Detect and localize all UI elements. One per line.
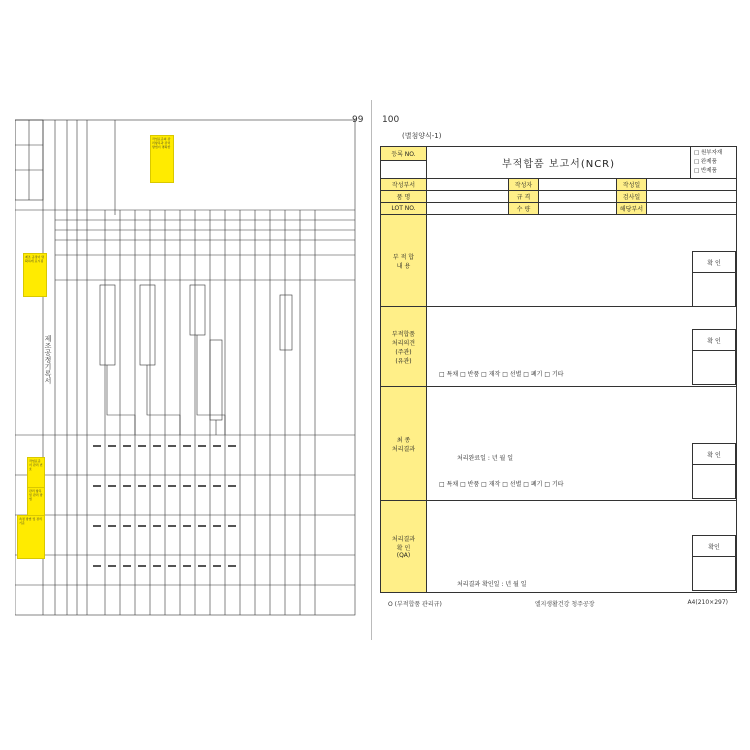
annotation-note-5: 측정 방법 및 관리 기준 (17, 515, 45, 559)
distribution-list (691, 147, 737, 179)
section3-label: 최 종 처리결과 (381, 387, 427, 501)
distribution-item-2[interactable]: □ 반제품 (694, 168, 717, 174)
item-value[interactable] (427, 191, 509, 203)
doc-no-value[interactable] (381, 161, 427, 179)
resp-dept-label: 해당부서 (617, 203, 647, 215)
annotation-note-2: 제조 공정이 명확하게 표시됨 (23, 253, 47, 297)
resp-dept-value[interactable] (647, 203, 737, 215)
lot-label: LOT NO. (381, 203, 427, 215)
section1-label: 부 적 합 내 용 (381, 215, 427, 307)
author-label: 작성자 (509, 179, 539, 191)
author-value[interactable] (539, 179, 617, 191)
section3-options[interactable]: □ 특채 □ 반품 □ 재작 □ 선별 □ 폐기 □ 기타 (439, 481, 564, 488)
section3-body[interactable] (427, 387, 737, 501)
footer-paper-size: A4(210×297) (687, 599, 728, 606)
annotation-note-3: 작업표준서 관리 번호 (27, 457, 45, 489)
footer-reference: O (부적합품 관리규) (388, 601, 442, 608)
section1-confirm: 확 인 (692, 251, 736, 273)
date-label: 작성일 (617, 179, 647, 191)
qty-label: 수 량 (509, 203, 539, 215)
ncr-title: 부적합품 보고서(NCR) (427, 147, 691, 179)
section2-label: 부적합품 처리의견 (주관) (유관) (381, 307, 427, 387)
section1-body[interactable] (427, 215, 737, 307)
ncr-form (380, 115, 736, 608)
page-number-right: 100 (382, 115, 400, 125)
section4-confirm: 확인 (692, 535, 736, 557)
date-value[interactable] (647, 179, 737, 191)
dept-value[interactable] (427, 179, 509, 191)
inspect-date-value[interactable] (647, 191, 737, 203)
qty-value[interactable] (539, 203, 617, 215)
section2-body[interactable] (427, 307, 737, 387)
section3-date: 처리완료일 : 년 월 일 (457, 455, 514, 462)
record-grid (15, 115, 365, 620)
section4-confirm-sign[interactable] (692, 557, 736, 591)
doc-no-label: 등록 NO. (381, 147, 427, 161)
item-label: 품 명 (381, 191, 427, 203)
manufacturing-record-form (15, 115, 365, 620)
lot-value[interactable] (427, 203, 509, 215)
section2-confirm: 확 인 (692, 329, 736, 351)
dept-label: 작성부서 (381, 179, 427, 191)
record-title: 제조공정기록서 (44, 335, 52, 384)
annotation-note-1: 작업표준의 관리항목과 관리방법이 명확함 (150, 135, 174, 183)
spec-value[interactable] (539, 191, 617, 203)
ncr-table (380, 146, 737, 593)
page-divider (371, 100, 372, 640)
section4-label: 처리결과 확 인 (QA) (381, 501, 427, 593)
footer-company: 엘지생활건강 청주공장 (534, 601, 595, 608)
section4-body[interactable] (427, 501, 737, 593)
section3-confirm-sign[interactable] (692, 465, 736, 499)
section2-confirm-sign[interactable] (692, 351, 736, 385)
page-number-left: 99 (352, 115, 364, 125)
distribution-item-1[interactable]: □ 완제품 (694, 159, 717, 165)
distribution-item-0[interactable]: □ 원부자재 (694, 150, 723, 156)
section3-confirm: 확 인 (692, 443, 736, 465)
annotation-note-4: 관리 항목 및 관리 방법 (27, 487, 45, 519)
inspect-date-label: 검사일 (617, 191, 647, 203)
section2-options[interactable]: □ 특채 □ 반품 □ 재작 □ 선별 □ 폐기 □ 기타 (439, 371, 564, 378)
spec-label: 규 격 (509, 191, 539, 203)
section1-confirm-sign[interactable] (692, 273, 736, 307)
form-reference: (별첨양식-1) (402, 132, 442, 140)
section4-date: 처리결과 확인일 : 년 월 일 (457, 581, 527, 588)
